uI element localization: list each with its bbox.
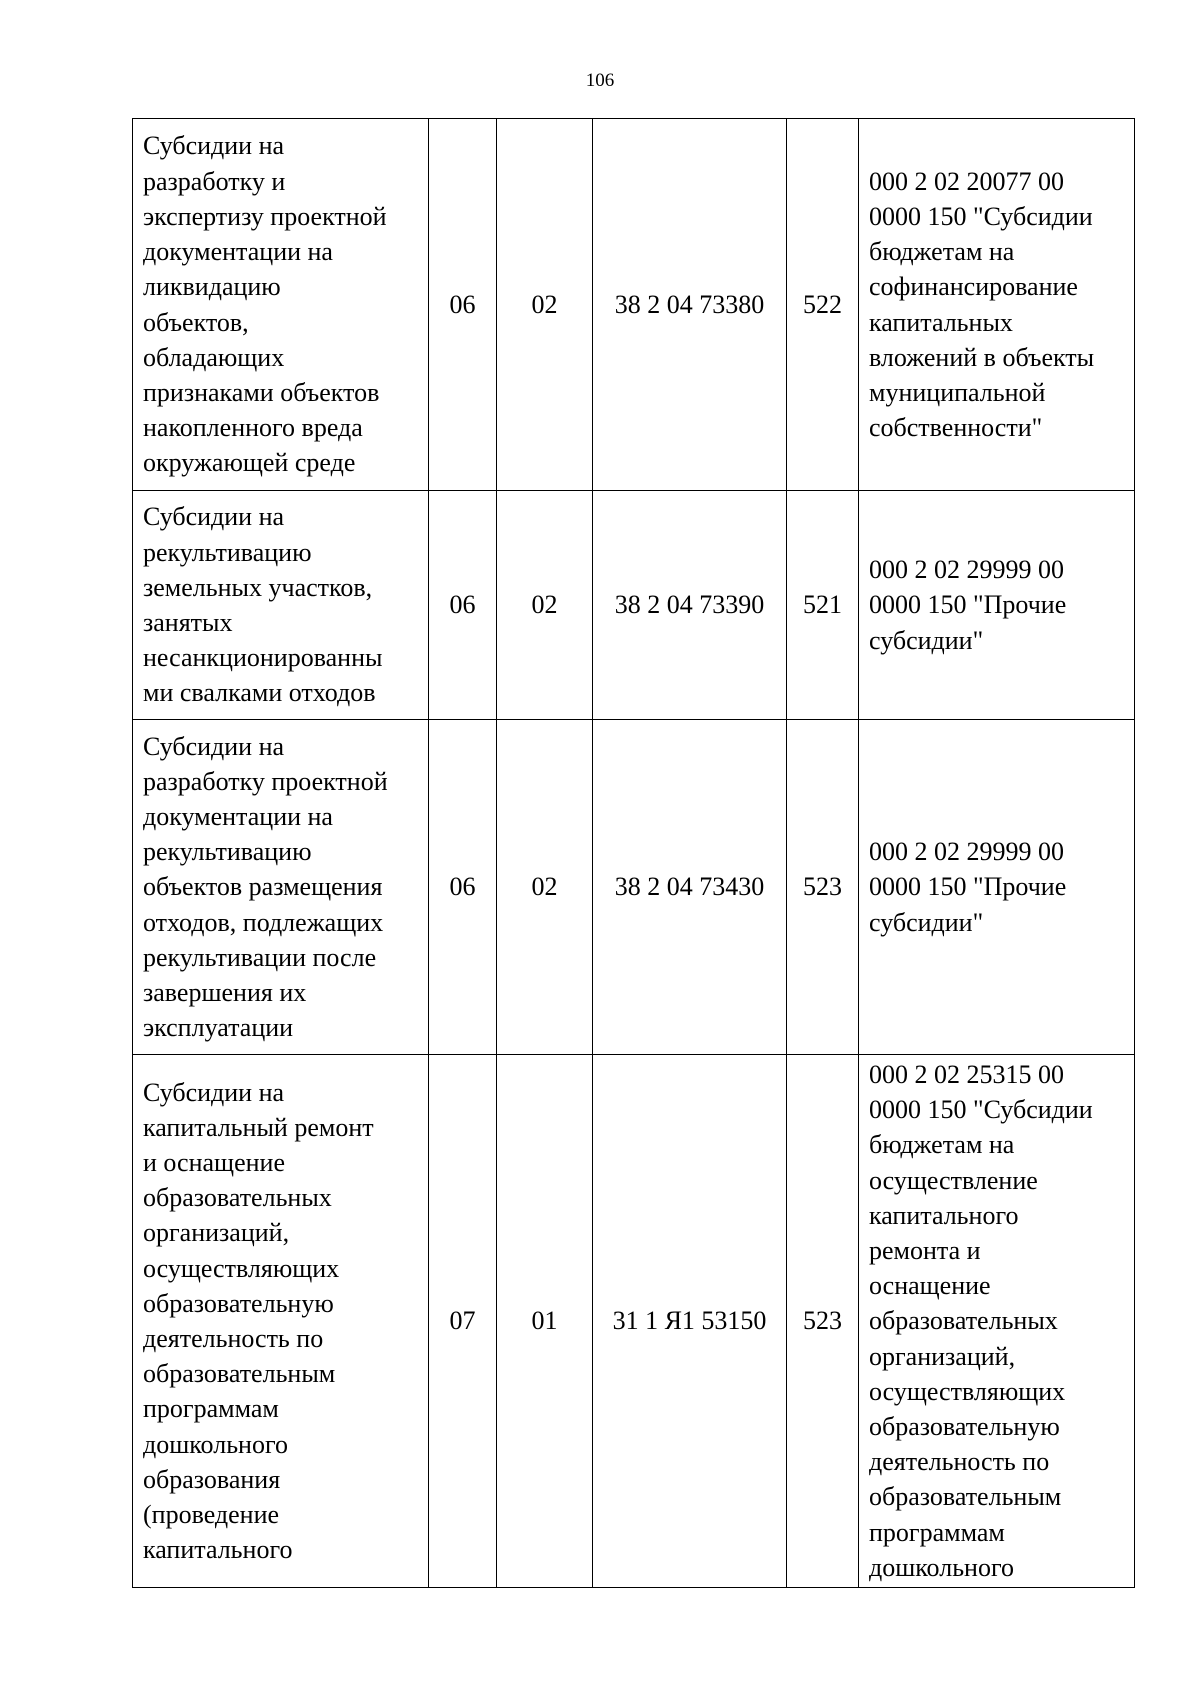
revenue-source-cell: 000 2 02 20077 00 0000 150 "Субсидии бюджетам на софинансирование капитальных вложений в объекты муниципальной собственности" (859, 119, 1135, 491)
subsection-code-cell: 02 (497, 491, 593, 720)
subsidy-name-cell: Субсидии на разработку и экспертизу проектной документации на ликвидацию объектов, обладающих признаками объектов накопленного вреда окружающей среде (133, 119, 429, 491)
subsection-code-cell: 02 (497, 720, 593, 1055)
table-row (133, 491, 1135, 720)
target-article-cell: 38 2 04 73380 (593, 119, 787, 491)
revenue-source-cell: 000 2 02 25315 00 0000 150 "Субсидии бюджетам на осуществление капитального ремонта и оснащение образовательных организаций, осуществляющих образовательную деятельность по образовательным программам дошкольного (859, 1055, 1135, 1588)
expense-type-cell: 521 (787, 491, 859, 720)
section-code-cell: 07 (429, 1055, 497, 1588)
table-row (133, 1055, 1135, 1588)
revenue-source-cell: 000 2 02 29999 00 0000 150 "Прочие субсидии" (859, 491, 1135, 720)
subsection-code-cell: 01 (497, 1055, 593, 1588)
table-row (133, 720, 1135, 1055)
section-code-cell: 06 (429, 119, 497, 491)
section-code-cell: 06 (429, 491, 497, 720)
subsidies-table (132, 118, 1135, 1588)
subsidy-name-cell: Субсидии на капитальный ремонт и оснащение образовательных организаций, осуществляющих образовательную деятельность по образовательным программам дошкольного образования (проведение капитального (133, 1055, 429, 1588)
target-article-cell: 38 2 04 73430 (593, 720, 787, 1055)
subsidy-name-cell: Субсидии на рекультивацию земельных участков, занятых несанкционированны ми свалками отходов (133, 491, 429, 720)
target-article-cell: 38 2 04 73390 (593, 491, 787, 720)
subsidy-name-cell: Субсидии на разработку проектной документации на рекультивацию объектов размещения отходов, подлежащих рекультивации после завершения их эксплуатации (133, 720, 429, 1055)
revenue-source-cell: 000 2 02 29999 00 0000 150 "Прочие субсидии" (859, 720, 1135, 1055)
expense-type-cell: 523 (787, 1055, 859, 1588)
table-row (133, 119, 1135, 491)
section-code-cell: 06 (429, 720, 497, 1055)
subsection-code-cell: 02 (497, 119, 593, 491)
page-number: 106 (585, 70, 615, 91)
target-article-cell: 31 1 Я1 53150 (593, 1055, 787, 1588)
expense-type-cell: 523 (787, 720, 859, 1055)
expense-type-cell: 522 (787, 119, 859, 491)
